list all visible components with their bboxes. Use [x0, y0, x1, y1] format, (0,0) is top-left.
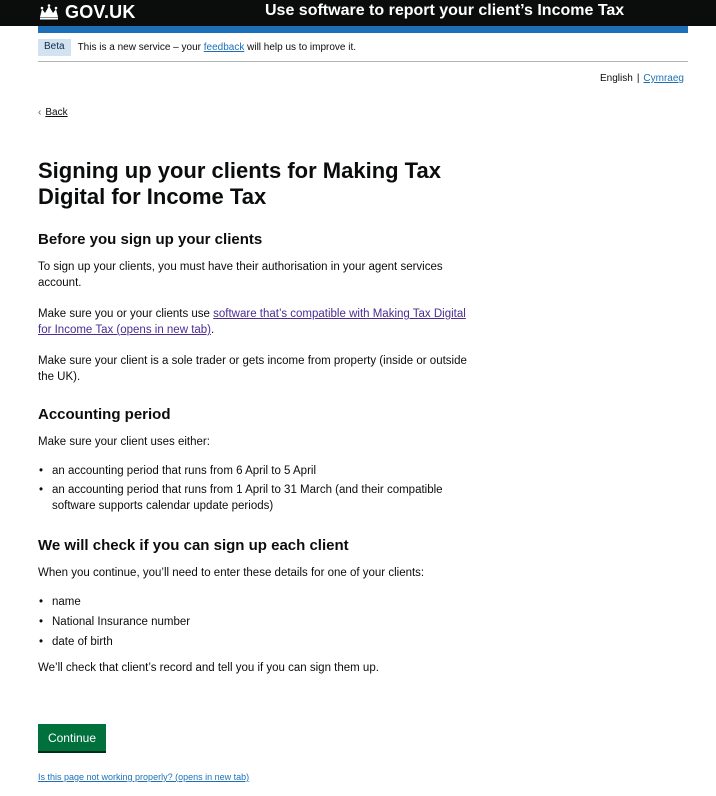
sole-trader-paragraph: Make sure your client is a sole trader or gets income from property (inside or outside the UK).	[38, 355, 467, 383]
accounting-intro: Make sure your client uses either:	[38, 436, 210, 448]
continue-button[interactable]: Continue	[38, 724, 106, 751]
section-heading-accounting-period: Accounting period	[38, 406, 171, 423]
language-separator: |	[636, 73, 640, 84]
language-welsh-link[interactable]: Cymraeg	[643, 73, 684, 84]
main-content	[38, 158, 478, 676]
beta-tag: Beta	[38, 39, 71, 56]
header-blue-bar	[38, 26, 688, 33]
feedback-link[interactable]: feedback	[203, 42, 245, 53]
phase-banner	[38, 39, 688, 62]
phase-banner-text: This is a new service – your feedback will help us to improve it.	[77, 42, 357, 53]
list-item: • National Insurance number	[38, 614, 478, 630]
logo-text: GOV.UK	[65, 1, 136, 22]
accounting-period-list	[38, 463, 478, 514]
back-link[interactable]: Back	[45, 107, 68, 118]
compatible-software-link[interactable]: software that’s compatible with Making Tax Digital for Income Tax (opens in new tab)	[38, 308, 466, 336]
service-name-link[interactable]: Use software to report your client’s Income Tax	[265, 2, 625, 19]
language-current: English	[600, 73, 633, 84]
list-item: • an accounting period that runs from 6 April to 5 April	[38, 463, 478, 479]
chevron-left-icon: ‹	[38, 107, 42, 118]
page-title: Signing up your clients for Making Tax Digital for Income Tax	[38, 158, 441, 209]
client-details-list	[38, 594, 478, 650]
crown-icon	[38, 4, 60, 20]
list-item: • date of birth	[38, 634, 478, 650]
section-heading-we-will-check: We will check if you can sign up each client	[38, 537, 349, 554]
govuk-header	[0, 0, 716, 26]
check-record-paragraph: We’ll check that client’s record and tell you if you can sign them up.	[38, 662, 379, 674]
authorisation-paragraph: To sign up your clients, you must have their authorisation in your agent services account.	[38, 261, 443, 289]
language-toggle	[600, 73, 684, 84]
details-intro: When you continue, you’ll need to enter these details for one of your clients:	[38, 567, 425, 579]
back-link-container	[38, 107, 68, 118]
list-item: • name	[38, 594, 478, 610]
report-problem-link[interactable]: Is this page not working properly? (opens in new tab)	[38, 772, 250, 782]
list-item: • an accounting period that runs from 1 April to 31 March (and their compatible software supports calendar update periods)	[38, 482, 478, 514]
section-heading-before-sign-up: Before you sign up your clients	[38, 231, 263, 248]
govuk-logo[interactable]	[38, 1, 136, 23]
software-paragraph: Make sure you or your clients use software that’s compatible with Making Tax Digital for Income Tax (opens in new tab).	[38, 308, 466, 336]
